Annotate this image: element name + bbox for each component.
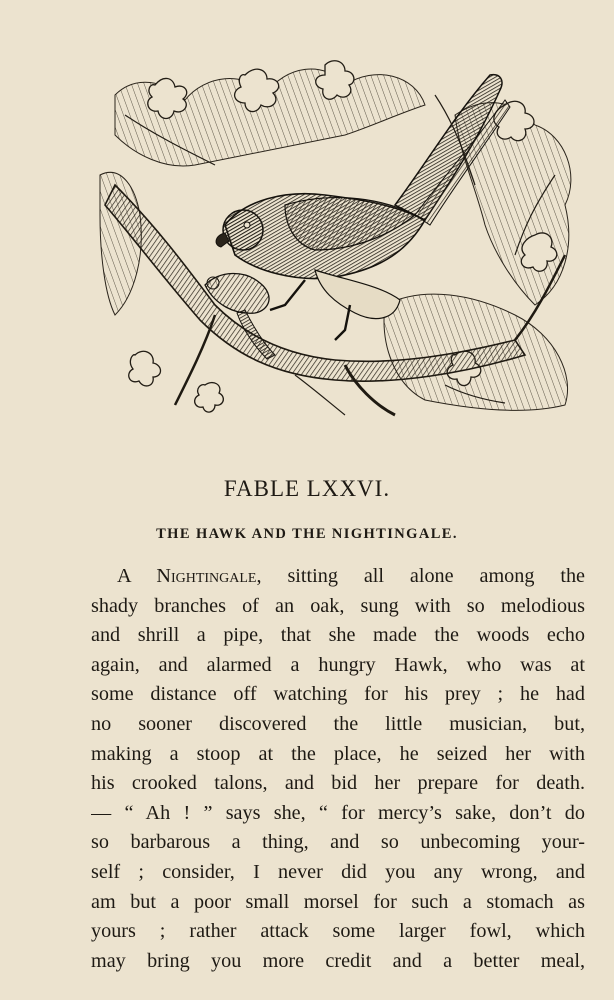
text-line: may bring you more credit and a better meal, [91, 949, 585, 972]
text-line: so barbarous a thing, and so unbecoming your- [91, 831, 585, 854]
text-line: — “ Ah ! ” says she, “ for mercy’s sake, don’t do [91, 801, 585, 824]
text-line: and shrill a pipe, that she made the woods echo [91, 624, 585, 647]
text-line [91, 562, 585, 592]
fable-title: THE HAWK AND THE NIGHTINGALE. [156, 526, 458, 542]
fable-number: FABLE LXXVI. [223, 476, 391, 501]
text-line: am but a poor small morsel for such a stomach as [91, 890, 585, 913]
text-line: again, and alarmed a hungry Hawk, who was at [91, 653, 585, 676]
lead-initial: A [117, 565, 131, 587]
hawk-nightingale-engraving [95, 55, 590, 420]
fable-text [91, 562, 585, 976]
text-line: shady branches of an oak, sung with so melodious [91, 594, 585, 617]
text-line: no sooner discovered the little musician, but, [91, 712, 585, 735]
text-line: self ; consider, I never did you any wrong, and [91, 860, 585, 883]
text-line: yours ; rather attack some larger fowl, which [91, 920, 585, 943]
text-line: making a stoop at the place, he seized her with [91, 742, 585, 765]
text-line: some distance off watching for his prey ; he had [91, 683, 585, 706]
text-line: his crooked talons, and bid her prepare for death. [91, 772, 585, 795]
lead-smallcaps: Nightingale [156, 565, 257, 587]
text-line-content: , sitting all alone among the [256, 565, 585, 587]
